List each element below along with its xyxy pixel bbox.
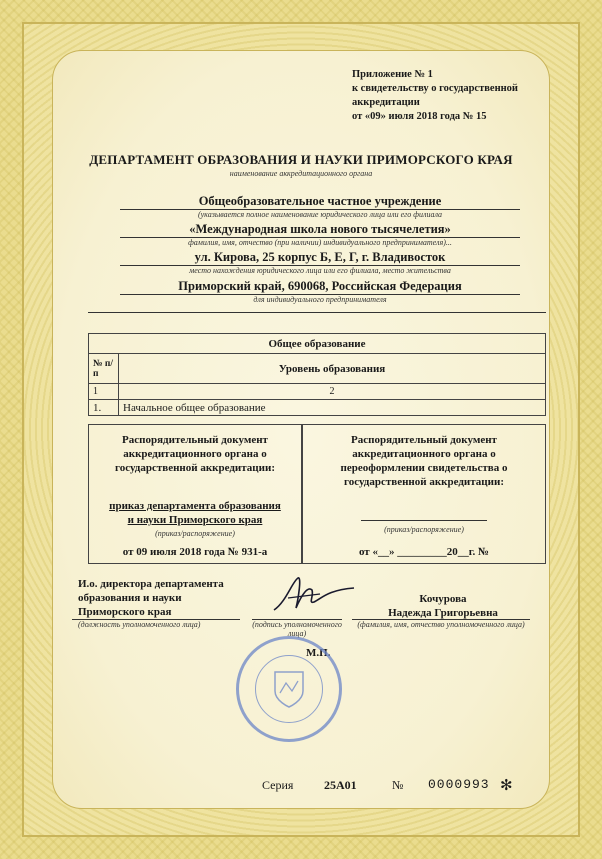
annex-block (352, 68, 518, 124)
org-name: «Международная школа нового тысячелетия» (120, 222, 520, 238)
education-levels-table (88, 333, 546, 416)
row-num: 1. (89, 400, 119, 416)
coat-of-arms-icon (272, 669, 306, 709)
authority-name: ДЕПАРТАМЕНТ ОБРАЗОВАНИЯ И НАУКИ ПРИМОРСКОГО КРАЯ (89, 152, 513, 167)
doc-left-heading: Распорядительный документ аккредитационного органа о государственной аккредитации: (115, 434, 275, 474)
signatory-position: И.о. директора департамента образования и науки Приморского края (78, 578, 224, 618)
table-index-cell: 1 (89, 384, 119, 400)
doc-right-order-caption: (приказ/распоряжение) (384, 525, 464, 534)
signatory-surname: Кочурова (419, 593, 467, 605)
signatory-name (358, 592, 528, 620)
serial-number: 0000993 (428, 777, 490, 792)
org-address-caption: место нахождения юридического лица или его филиала, место жительства (189, 266, 451, 275)
row-level: Начальное общее образование (119, 400, 546, 416)
series-mark-icon: ✻ (500, 778, 513, 794)
authority-caption: наименование аккредитационного органа (229, 169, 373, 178)
org-type: Общеобразовательное частное учреждение (120, 194, 520, 210)
annex-line: аккредитации (352, 97, 420, 108)
seal-place-label: М.П. (306, 647, 331, 659)
name-caption: (фамилия, имя, отчество уполномоченного лица) (357, 620, 525, 629)
doc-right-date: от «__» _________20__г. № (358, 546, 490, 558)
series-label: Серия (262, 778, 294, 792)
doc-left-order: приказ департамента образования и науки Приморского края (109, 500, 281, 526)
table-title: Общее образование (89, 334, 546, 354)
col-level-header: Уровень образования (119, 354, 546, 384)
official-seal (236, 636, 342, 742)
org-name-caption: фамилия, имя, отчество (при наличии) индивидуального предпринимателя)... (188, 238, 452, 247)
doc-right-order-line (361, 513, 487, 521)
col-num-header: № п/п (89, 354, 119, 384)
org-type-caption: (указывается полное наименование юридического лица или его филиала (197, 210, 443, 219)
annex-line: Приложение № 1 (352, 69, 433, 80)
org-address: ул. Кирова, 25 корпус Б, Е, Г, г. Владивосток (120, 250, 520, 266)
org-region-caption: для индивидуального предпринимателя (253, 295, 387, 304)
doc-left-date: от 09 июля 2018 года № 931-а (122, 546, 268, 558)
series-value: 25А01 (324, 778, 357, 792)
signature-caption: (подпись уполномоченного лица) (252, 620, 342, 638)
position-caption: (должность уполномоченного лица) (78, 620, 201, 629)
doc-left-order-caption: (приказ/распоряжение) (155, 529, 235, 538)
reissue-order-box (302, 424, 546, 564)
org-region: Приморский край, 690068, Российская Федерация (120, 279, 520, 295)
table-row (89, 400, 546, 416)
accreditation-order-box (88, 424, 302, 564)
annex-line: от «09» июля 2018 года № 15 (352, 111, 487, 122)
doc-right-heading: Распорядительный документ аккредитационного органа о переоформлении свидетельства о государственной аккредитации: (340, 434, 508, 488)
signatory-given-names: Надежда Григорьевна (388, 607, 498, 619)
number-label: № (392, 778, 404, 792)
table-index-cell: 2 (119, 384, 546, 400)
signature-icon (268, 572, 358, 618)
annex-line: к свидетельству о государственной (352, 83, 518, 94)
divider (88, 312, 546, 313)
